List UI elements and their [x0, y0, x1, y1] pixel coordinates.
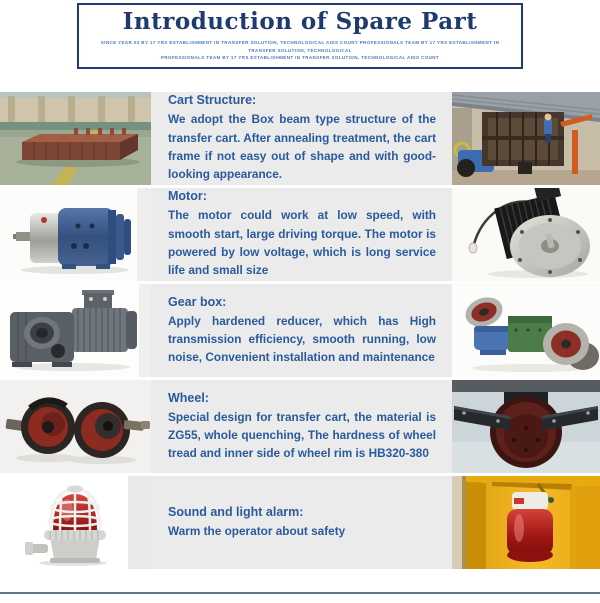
- alarm-right-photo: [452, 476, 600, 569]
- wheel-text-panel: [151, 380, 452, 473]
- black-motor-photo: [452, 188, 600, 281]
- gear-box-right-photo: [452, 284, 600, 377]
- header-fine-print: [87, 39, 513, 61]
- gear-box-text-panel: [151, 284, 452, 377]
- page-title: Introduction of Spare Part: [122, 8, 478, 35]
- cart-structure-body: We adopt the Box beam type structure of the transfer cart. After annealing treatment, the cart frame if not easy out of shape and with good-looking appearance.: [168, 112, 436, 182]
- wheel-block-photo: [452, 380, 600, 473]
- header-box: [77, 3, 523, 69]
- footer-divider: [0, 592, 600, 594]
- transfer-cart-frame-photo: [0, 92, 151, 185]
- wheel-body: Special design for transfer cart, the material is ZG55, whole quenching, The hardness of wheel tread and inner side of wheel rim is HB320-380: [168, 409, 436, 461]
- alarm-body: Warm the operator about safety: [168, 523, 346, 538]
- fine-print-line-2: PROFESSIONALS TEAM BY 17 YRS ESTABLISHMENT IN TRANSFER SOLUTION, TECHNOLOGICAL AIDS COUNT: [160, 54, 440, 60]
- blue-motor-photo: [0, 188, 151, 281]
- row-sound-light-alarm: [0, 476, 600, 569]
- motor-right-photo: [452, 188, 600, 281]
- cart-structure-right-photo: [452, 92, 600, 185]
- gear-box-left-photo: [0, 284, 151, 377]
- row-cart-structure: [0, 92, 600, 185]
- wheel-right-photo: [452, 380, 600, 473]
- motor-left-photo: [0, 188, 151, 281]
- fine-print-line-1: SINCE YEAR 03 BY 17 YRS ESTABLISHMENT IN TRANSFER SOLUTION, TECHNOLOGICAL AIDS COUNT PROFESSIONALS TEAM BY 17 YRS ESTABLISHMENT IN TRANSFER SOLUTION, TECHNOLOGICAL: [100, 40, 500, 53]
- motor-body: The motor could work at low speed, with smooth start, large driving torque. The motor is powered by low voltage, which is long service life and small size: [168, 208, 436, 278]
- alarm-left-photo: [0, 476, 151, 569]
- alarm-beacon-photo: [0, 476, 151, 569]
- motor-text-panel: [151, 188, 452, 281]
- row-wheel: [0, 380, 600, 473]
- gear-box-body: Apply hardened reducer, which has High transmission efficiency, smooth running, low noise, Convenient installation and maintenance: [168, 313, 436, 365]
- wheel-axle-assembly-photo: [452, 284, 600, 377]
- cart-structure-text-panel: [151, 92, 452, 185]
- spare-part-rows: [0, 92, 600, 569]
- red-lamp-on-cart-photo: [452, 476, 600, 569]
- red-wheels-photo: [0, 380, 151, 473]
- wheel-left-photo: [0, 380, 151, 473]
- motor-title: Motor:: [168, 189, 207, 204]
- row-gear-box: [0, 284, 600, 377]
- alarm-text-panel: [151, 476, 452, 569]
- cart-structure-left-photo: [0, 92, 151, 185]
- alarm-title: Sound and light alarm:: [168, 504, 304, 519]
- wheel-title: Wheel:: [168, 390, 209, 405]
- gear-reducer-photo: [0, 284, 151, 377]
- row-motor: [0, 188, 600, 281]
- gear-box-title: Gear box:: [168, 294, 227, 309]
- cart-structure-title: Cart Structure:: [168, 93, 257, 108]
- cart-frame-workshop-photo: [452, 92, 600, 185]
